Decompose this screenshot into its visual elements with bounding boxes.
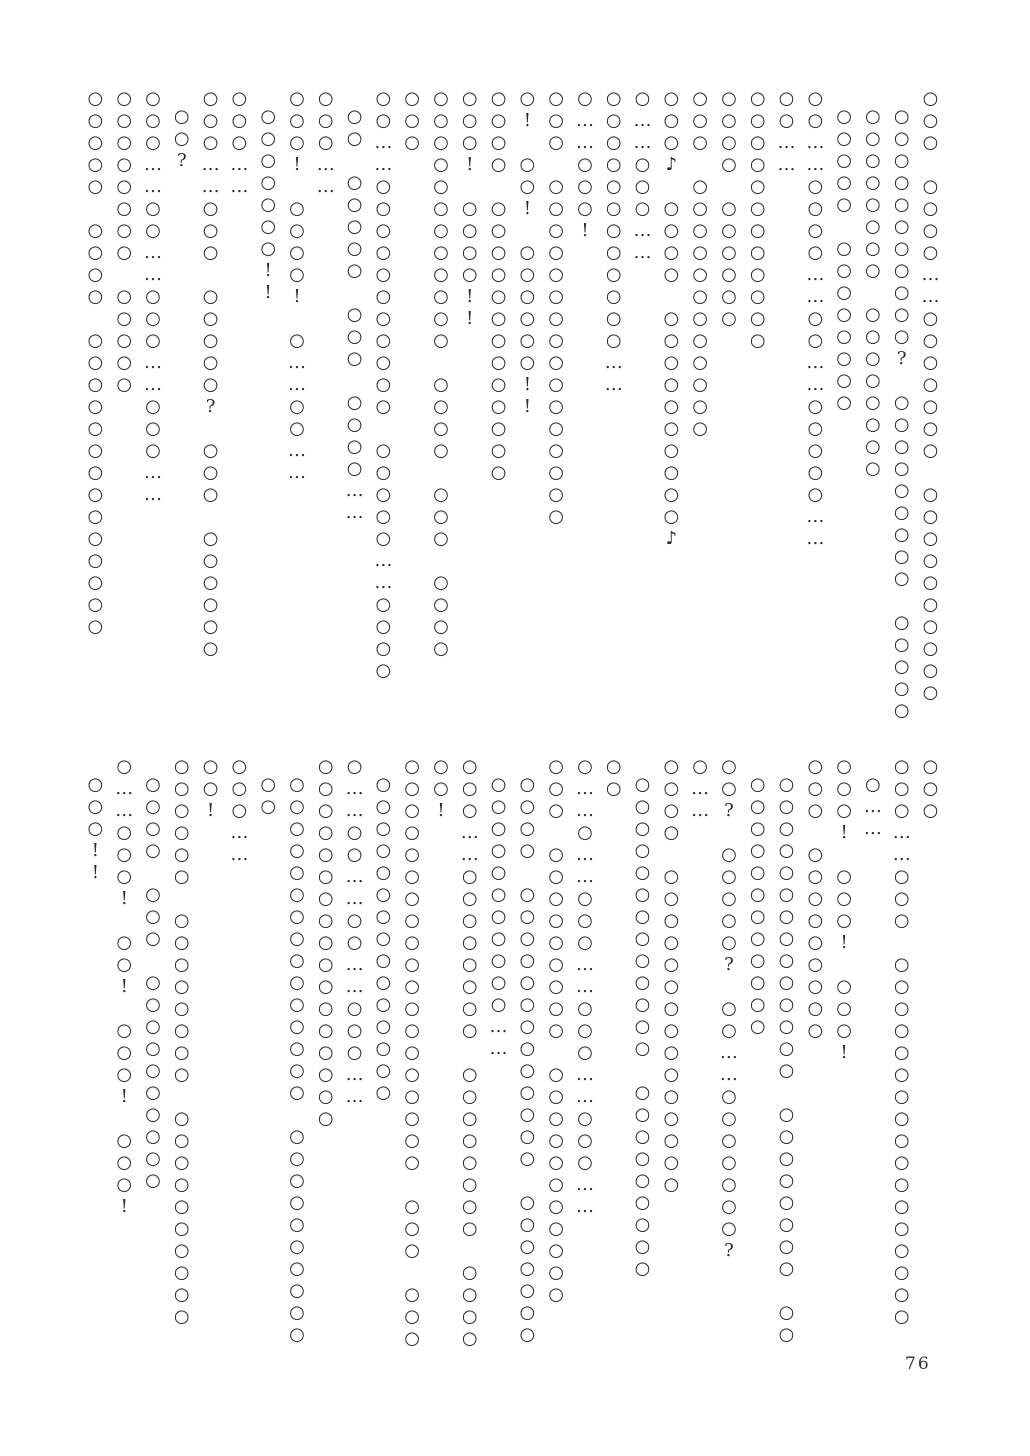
text-column: ○○? ○○○○○? ○○……○○○○○○○? — [718, 756, 740, 1262]
text-column: ○○○! ○○○○! ○……○○…… — [286, 88, 308, 484]
text-column: ○○○○○○○○○○○○○○○ ○○○○○○○○○○ — [286, 774, 308, 1346]
text-column: ○○○○○○○○○○○○○○○○○○○ ○○○ ○○○ — [401, 756, 423, 1350]
text-column: ○○○○○○○○○○○? ○○○○○○○○○ ○○○○○ — [891, 106, 913, 722]
text-column: ○○ ○○○○○ ○○○ ○○○○…… — [344, 106, 366, 524]
text-column: ○○○ ○○○○○○○○○ — [804, 756, 826, 1042]
text-column: ○○○! ○○○○!! — [459, 88, 481, 330]
text-column: ○○○ ○○○○……○○○○○○○ ○○○○○○○○○○ — [920, 88, 941, 704]
text-column: ○○ — [603, 756, 625, 800]
text-column: ○○○ — [920, 756, 941, 822]
text-column: ○○○ ○○○○○○○○○ ○○○○○○○○○○○ — [545, 756, 567, 1306]
text-column: ○○○♪ ○○○○ ○○○○○○○○○○♪ — [660, 88, 682, 550]
text-column: ○○○○ ○○○○○○○○○○○○○ — [488, 88, 510, 484]
text-column: ○○○○ ○○○ ○○○○○○○○○○ — [142, 774, 164, 1192]
text-column: ○○○○○○○○○○○○…… — [603, 88, 625, 396]
text-column: ○○○! ○○○! ○○○! — [833, 756, 855, 1064]
text-column: ○○! — [200, 756, 222, 822]
text-column: ○○○○○○○!! — [257, 106, 279, 304]
text-column: ○○○……○○○ ○○○○○○○○○○○○○○○○○ — [891, 756, 913, 1328]
text-column: ○○○ ○○○○○○○○○○○○ — [689, 88, 711, 440]
text-column: ○○! — [430, 756, 452, 822]
text-column: ○○○○○○○○ ○○○○○○○○ — [862, 106, 884, 480]
text-column: ○○○○○○○○○○○○○○○○○ — [315, 756, 337, 1130]
text-column: ○○○ ○○○○○○○○○○○○○○○○ — [545, 88, 567, 528]
text-column: ○○○○○○○○○○○○ ○○○○ ○○○ ○○○○ — [430, 88, 452, 660]
text-column: ○○……○○○○○○○○○○○ ○○○○○……○○○○ — [372, 88, 394, 682]
text-column: ○……○○……○○……○○○…… — [344, 756, 366, 1108]
text-column: ○○○○○○○○○○○○○ ○○○○○○○○○ — [632, 774, 654, 1280]
text-column: ○○○ — [401, 88, 423, 154]
text-column: ○○○○○○○○○○○○○○ ○○○○○○○○ ○○ — [776, 774, 798, 1346]
text-column: ○○○○○○ ○○○○○○○○ ○○○○○○○○○○ — [171, 756, 193, 1328]
text-column: ○○○…… — [228, 88, 250, 198]
text-column: ○○○……○○○ ○○○○○? ○○○ ○○○○○○ — [200, 88, 222, 660]
text-column: ○…… — [862, 774, 884, 840]
text-column: ○○○○○○○○○○○○○○○ — [372, 774, 394, 1104]
text-column: ○○ — [257, 774, 279, 818]
text-column: ○○? — [171, 106, 193, 172]
text-column: ○○○○○○○○○○○○ — [747, 774, 769, 1038]
text-column: ○○○!! — [84, 774, 106, 884]
text-block-bottom — [80, 756, 944, 1368]
page-number: 76 — [905, 1354, 931, 1374]
text-block-top — [80, 88, 944, 722]
text-column: ○○○……○○……○○○……○○○…… — [142, 88, 164, 506]
text-column: ○○○○○○○○ ○○○○○ — [113, 88, 135, 396]
text-column: ○○……○○○○……○○……○○○○○…… — [804, 88, 826, 550]
text-column: ○! ○○! ○○○○○○!! — [516, 88, 538, 418]
text-column: ○○○○○○○○○○○○ — [747, 88, 769, 352]
text-column: ○……○○○! ○○! ○○○! ○○○! — [113, 756, 135, 1218]
text-column: ○○…… — [776, 88, 798, 176]
text-column: ○○○……○○○○○○○○ ○○○○○○○○ ○○○○ — [459, 756, 481, 1350]
text-column: ○○○○ ○○○○○○○○○○○○○○○ — [660, 756, 682, 1196]
text-column: ○○○○○ ○○○○ ○○○○○○○○○○○○○○ — [84, 88, 106, 638]
text-column: ○○○…… — [228, 756, 250, 866]
text-column: ○○○○ ○○○○○○○○○○○○○ ○○○○○○○ — [516, 774, 538, 1346]
text-column: ○○○…… — [315, 88, 337, 198]
text-column: ○……○○○! — [574, 88, 596, 242]
text-column: ○…… — [689, 756, 711, 822]
text-column: ○○○○○○○○○○○…… — [488, 774, 510, 1060]
text-column: ○○○○ ○○○○○○ — [718, 88, 740, 330]
text-column: ○……○……○○○……○○○……○○○…… — [574, 756, 596, 1218]
text-column: ○○○○○ ○○○○○○○○ — [833, 106, 855, 414]
text-column: ○……○○○…… — [632, 88, 654, 264]
